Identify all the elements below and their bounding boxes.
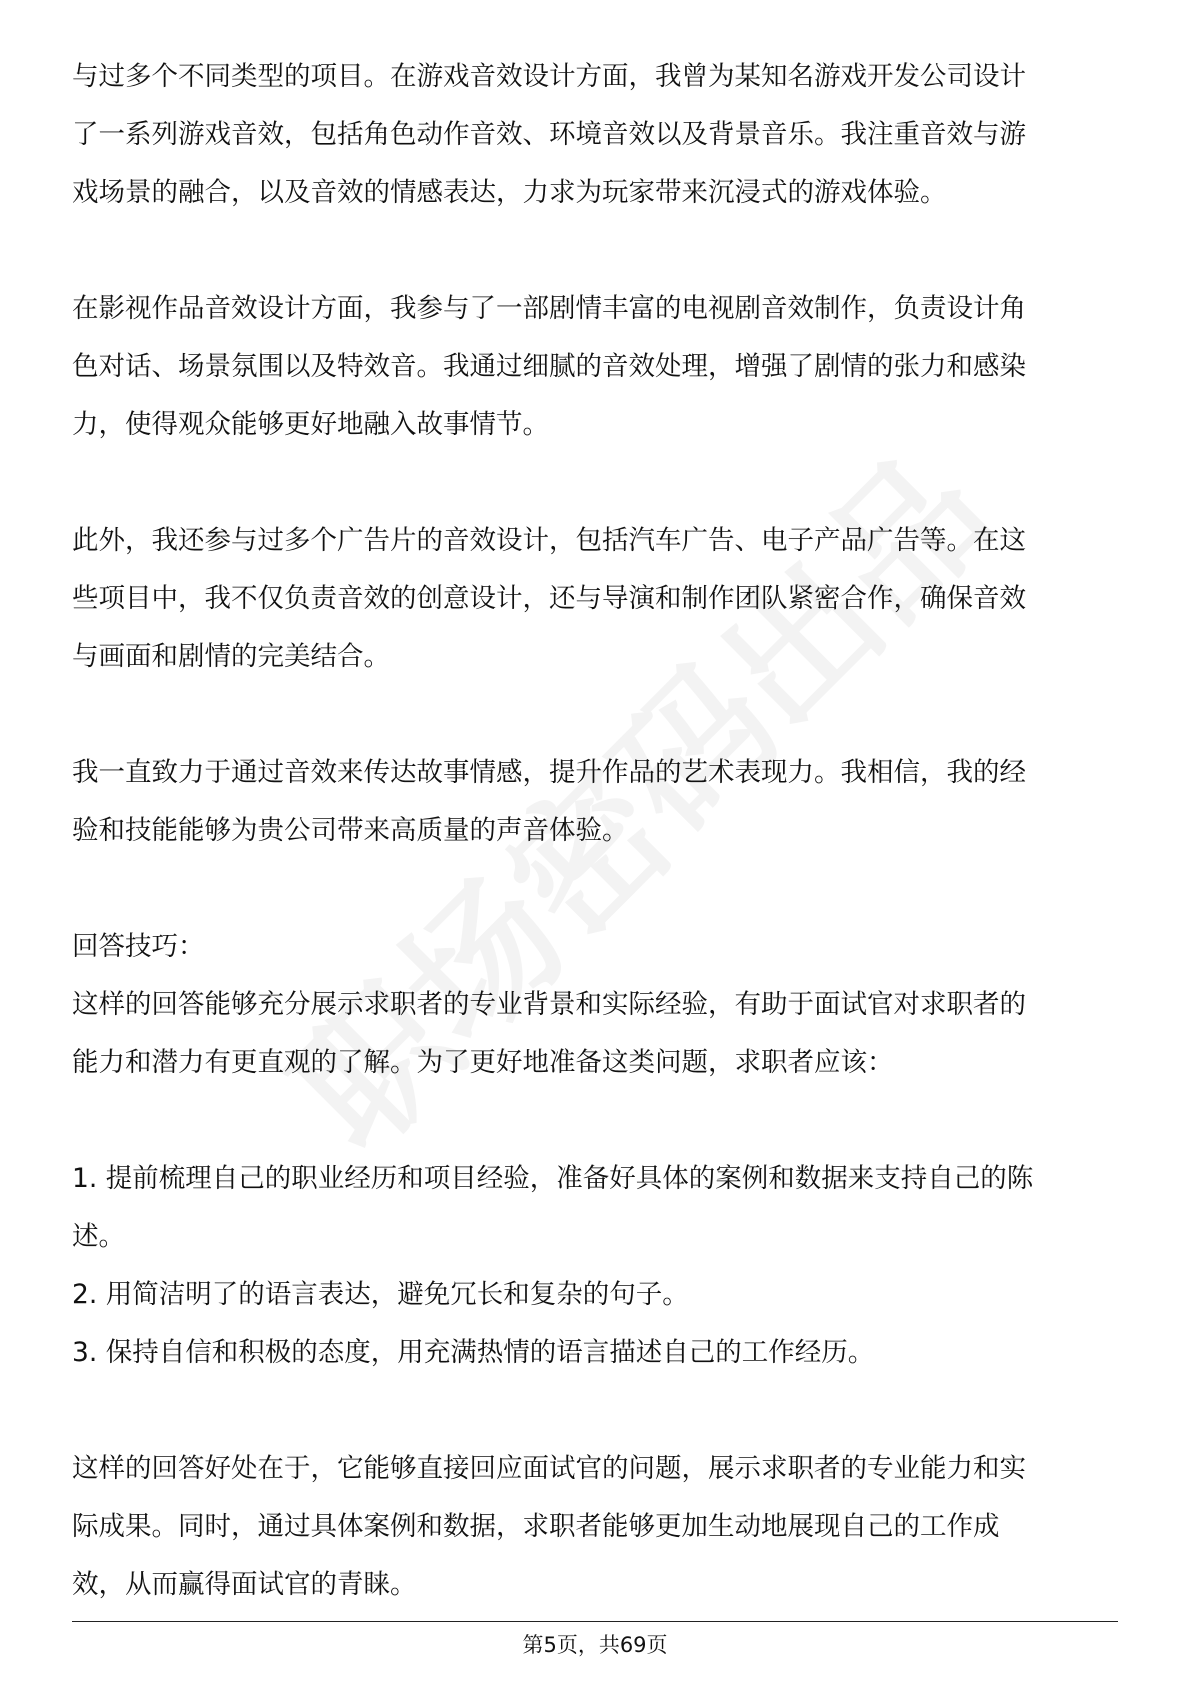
paragraph-2: 在影视作品音效设计方面，我参与了一部剧情丰富的电视剧音效制作，负责设计角 色对话、场景氛围以及特效音。我通过细腻的音效处理，增强了剧情的张力和感染 力，使得观众能够更好地融入故事情节。 (72, 293, 1026, 440)
paragraph-1: 与过多个不同类型的项目。在游戏音效设计方面，我曾为某知名游戏开发公司设计 了一系列游戏音效，包括角色动作音效、环境音效以及背景音乐。我注重音效与游 戏场景的融合，以及音效的情感表达，力求为玩家带来沉浸式的游戏体验。 (72, 61, 1026, 208)
document-body (72, 48, 1118, 1614)
list-item-1: 1. 提前梳理自己的职业经历和项目经验，准备好具体的案例和数据来支持自己的陈 述。 (72, 1163, 1034, 1252)
tips-intro: 这样的回答能够充分展示求职者的专业背景和实际经验，有助于面试官对求职者的 能力和潜力有更直观的了解。为了更好地准备这类问题，求职者应该： (72, 989, 1026, 1078)
list-item-3: 3. 保持自信和积极的态度，用充满热情的语言描述自己的工作经历。 (72, 1337, 875, 1368)
footer-divider (72, 1621, 1118, 1622)
list-item-2: 2. 用简洁明了的语言表达，避免冗长和复杂的句子。 (72, 1279, 689, 1310)
paragraph-3: 此外，我还参与过多个广告片的音效设计，包括汽车广告、电子产品广告等。在这 些项目中，我不仅负责音效的创意设计，还与导演和制作团队紧密合作，确保音效 与画面和剧情的完美结合。 (72, 525, 1026, 672)
tips-heading: 回答技巧： (72, 931, 205, 962)
paragraph-4: 我一直致力于通过音效来传达故事情感，提升作品的艺术表现力。我相信，我的经 验和技能能够为贵公司带来高质量的声音体验。 (72, 757, 1026, 846)
page-number: 第5页，共69页 (522, 1633, 668, 1657)
closing-paragraph: 这样的回答好处在于，它能够直接回应面试官的问题，展示求职者的专业能力和实 际成果。同时，通过具体案例和数据，求职者能够更加生动地展现自己的工作成 效，从而赢得面试官的青睐。 (72, 1453, 1026, 1600)
